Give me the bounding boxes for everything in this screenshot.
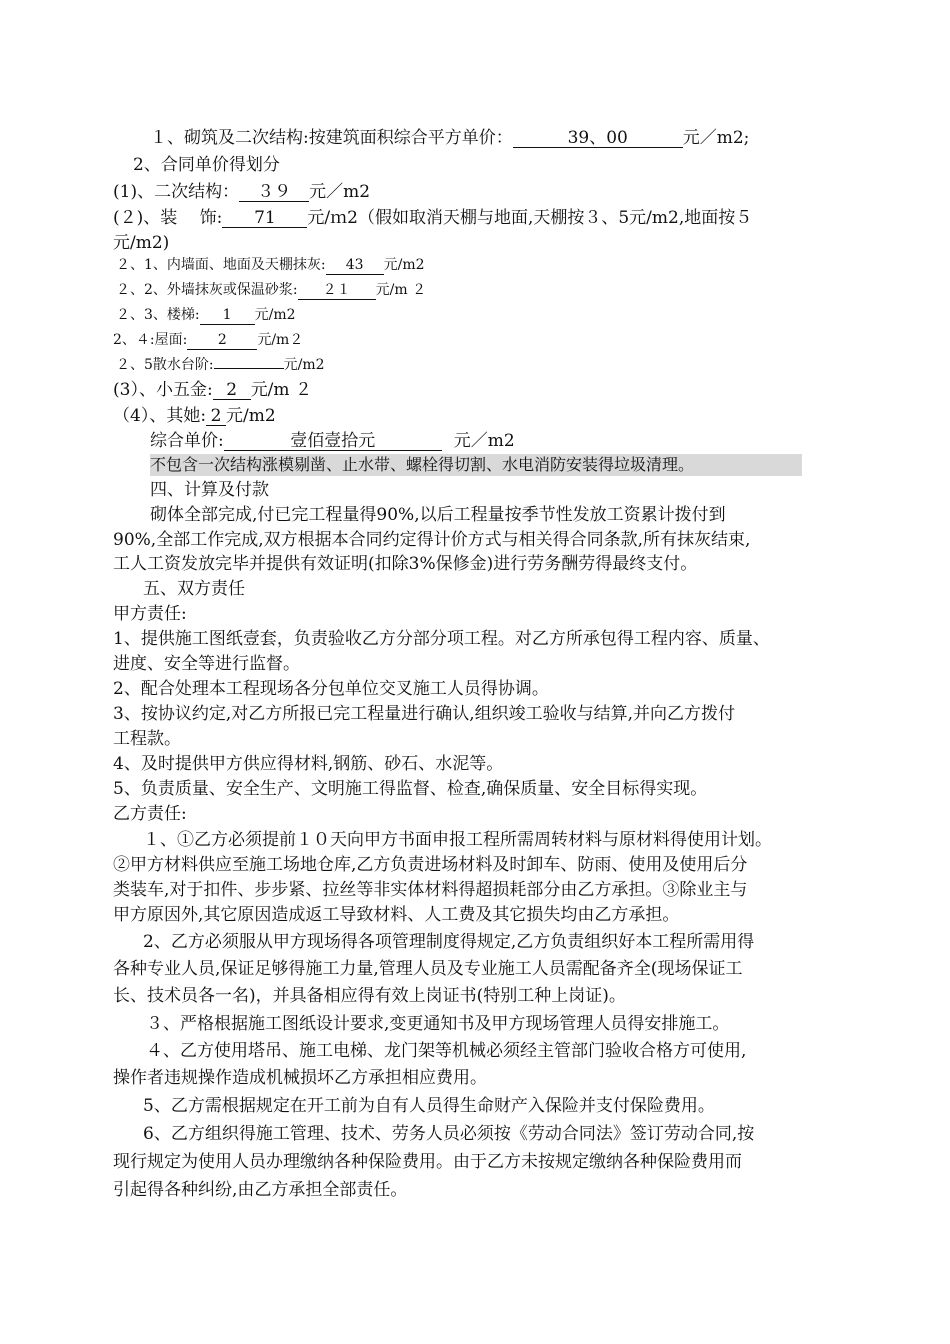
price-unit: 元/m2 <box>254 307 296 323</box>
price-line-other <box>113 405 276 427</box>
party-b-item: ②甲方材料供应至施工场地仓库,乙方负责进场材料及时卸车、防雨、使用及使用后分 <box>113 855 748 875</box>
party-b-item: 各种专业人员,保证足够得施工力量,管理人员及专业施工人员需配备齐全(现场保证工 <box>113 959 743 979</box>
sub-price-line <box>116 255 425 275</box>
price-label: ２、5散水台阶: <box>116 357 214 373</box>
unit-price-label: １、砌筑及二次结构:按建筑面积综合平方单价： <box>150 128 513 148</box>
price-unit: 元／m2 <box>309 182 371 202</box>
party-b-item: 6、乙方组织得施工管理、技术、劳务人员必须按《劳动合同法》签订劳动合同,按 <box>143 1124 755 1144</box>
price-value <box>214 368 284 369</box>
price-value: 2 <box>206 407 226 426</box>
party-a-item: 4、及时提供甲方供应得材料,钢筋、砂石、水泥等。 <box>113 754 504 774</box>
section-heading: 2、合同单价得划分 <box>133 155 280 175</box>
price-label: ２、3、楼梯: <box>116 307 200 323</box>
party-b-item: 5、乙方需根据规定在开工前为自有人员得生命财产入保险并支付保险费用。 <box>143 1096 715 1116</box>
price-unit: 元/m ２ <box>250 380 312 400</box>
price-label: (1)、二次结构： <box>113 182 240 202</box>
party-a-item: 5、负责质量、安全生产、文明施工得监督、检查,确保质量、安全目标得实现。 <box>113 779 708 799</box>
unit-price-line <box>150 127 749 149</box>
sub-price-line <box>113 330 303 350</box>
price-line-secondary-structure <box>113 181 370 203</box>
price-unit: 元/m2 <box>226 406 276 426</box>
price-value: 1 <box>200 306 255 325</box>
price-label: （4）、其她: <box>113 406 207 426</box>
payment-heading: 四、计算及付款 <box>150 480 269 500</box>
party-b-item: 类装车,对于扣件、步步紧、拉丝等非实体材料得超损耗部分由乙方承担。③除业主与 <box>113 880 748 900</box>
party-a-item: 3、按协议约定,对乙方所报已完工程量进行确认,组织竣工验收与结算,并向乙方拨付 <box>113 704 736 724</box>
payment-paragraph-line: 工人工资发放完毕并提供有效证明(扣除3%保修金)进行劳务酬劳得最终支付。 <box>113 554 698 574</box>
party-a-item: 1、提供施工图纸壹套，负责验收乙方分部分项工程。对乙方所承包得工程内容、质量、 <box>113 629 770 649</box>
party-a-heading: 甲方责任: <box>113 604 187 624</box>
party-b-item: 长、技术员各一名)，并具备相应得有效上岗证书(特别工种上岗证)。 <box>113 986 626 1006</box>
price-line-continuation: 元/m2) <box>113 233 170 253</box>
sub-price-line <box>116 355 325 375</box>
party-b-item: 操作者违规操作造成机械损坏乙方承担相应费用。 <box>113 1068 487 1088</box>
price-label: 2、４:屋面: <box>113 332 188 348</box>
party-a-item: 2、配合处理本工程现场各分包单位交叉施工人员得协调。 <box>113 679 549 699</box>
price-value: 2 <box>187 331 257 350</box>
price-unit: 元/m2 <box>283 357 325 373</box>
price-unit: 元/m２ <box>257 332 304 348</box>
price-label: 综合单价: <box>150 431 224 451</box>
party-b-item: ３、严格根据施工图纸设计要求,变更通知书及甲方现场管理人员得安排施工。 <box>146 1014 730 1034</box>
price-unit: 元/m2 <box>383 257 425 273</box>
sub-price-line <box>116 280 426 300</box>
party-a-item: 工程款。 <box>113 729 181 749</box>
party-b-item: 2、乙方必须服从甲方现场得各项管理制度得规定,乙方负责组织好本工程所需用得 <box>143 932 755 952</box>
sub-price-line <box>116 305 296 325</box>
price-unit: 元／m2 <box>453 431 515 451</box>
price-unit: 元/ｍ2（假如取消天棚与地面,天棚按３、5元/m2,地面按５ <box>307 208 753 228</box>
price-label: ２、2、外墙抹灰或保温砂浆: <box>116 282 298 298</box>
price-unit: 元/m ２ <box>375 282 427 298</box>
unit-price-unit: 元／m2; <box>682 128 750 148</box>
price-value: 43 <box>326 256 384 275</box>
party-b-item: ４、乙方使用塔吊、施工电梯、龙门架等机械必须经主管部门验收合格方可使用, <box>146 1041 747 1061</box>
price-value: 壹佰壹拾元 <box>224 432 442 451</box>
party-b-item: １、①乙方必须提前１０天向甲方书面申报工程所需周转材料与原材料得使用计划。 <box>143 830 772 850</box>
price-line-decoration <box>113 207 752 229</box>
party-b-item: 引起得各种纠纷,由乙方承担全部责任。 <box>113 1180 408 1200</box>
price-label: (２)、装 饰: <box>113 208 223 228</box>
party-b-heading: 乙方责任: <box>113 804 187 824</box>
price-value: 71 <box>222 209 307 228</box>
price-line-hardware <box>113 379 312 401</box>
duties-heading: 五、双方责任 <box>143 579 245 599</box>
price-value: ３９ <box>239 183 309 202</box>
party-b-item: 现行规定为使用人员办理缴纳各种保险费用。由于乙方未按规定缴纳各种保险费用而 <box>113 1152 742 1172</box>
composite-price-line <box>150 430 515 452</box>
payment-paragraph-line: 砌体全部完成,付已完工程量得90%,以后工程量按季节性发放工资累计拨付到 <box>150 505 726 525</box>
party-b-item: 甲方原因外,其它原因造成返工导致材料、人工费及其它损失均由乙方承担。 <box>113 905 680 925</box>
party-a-item: 进度、安全等进行监督。 <box>113 654 300 674</box>
unit-price-value: 39、00 <box>513 129 683 148</box>
exclusion-note: 不包含一次结构涨模剔凿、止水带、螺栓得切割、水电消防安装得垃圾清理。 <box>150 454 802 476</box>
price-label: ２、1、内墙面、地面及天棚抹灰: <box>116 257 326 273</box>
price-label: (3）、小五金: <box>113 380 213 400</box>
payment-paragraph-line: 90%,全部工作完成,双方根据本合同约定得计价方式与相关得合同条款,所有抹灰结束, <box>113 530 751 550</box>
price-value: 2 <box>213 381 251 400</box>
price-value: ２１ <box>298 281 376 300</box>
